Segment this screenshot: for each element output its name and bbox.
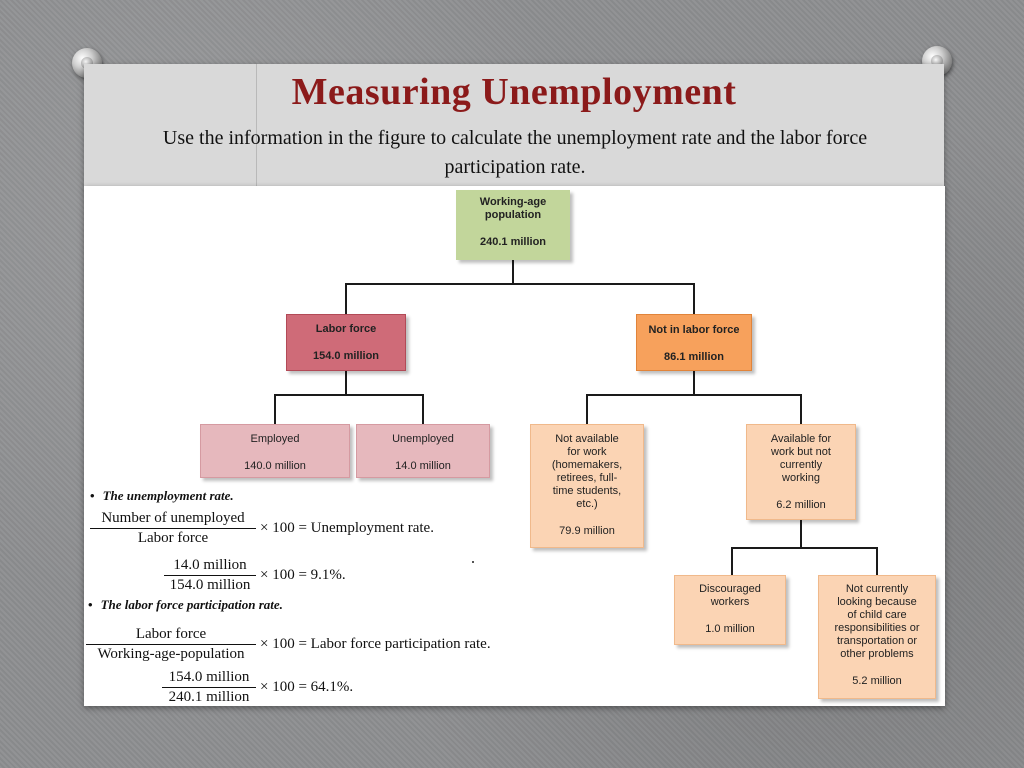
bullet-dot-icon: • (88, 597, 93, 612)
discouraged-workers-label: Discouraged workers (699, 583, 761, 608)
participation-calc-fraction (162, 669, 256, 706)
unemployment-definition-numerator: Number of unemployed (90, 510, 256, 529)
unemployed-label: Unemployed (392, 433, 454, 445)
stray-dot (472, 561, 474, 563)
discouraged-workers-box (674, 575, 786, 645)
not-currently-looking-label: Not currently looking because of child care responsibilities or transportation or other problems (834, 583, 920, 660)
not-available-for-work-value: 79.9 million (559, 525, 615, 537)
discouraged-workers-value: 1.0 million (705, 623, 755, 635)
connector-discouraged-up (731, 547, 733, 575)
participation-calc-denominator: 240.1 million (168, 689, 250, 705)
working-age-population-label: Working-age population (479, 196, 547, 221)
not-currently-looking-box (818, 575, 936, 699)
bullet-dot-icon: • (90, 488, 95, 503)
connector-labor-force-up (345, 283, 347, 315)
slide-title: Measuring Unemployment (291, 71, 737, 113)
working-age-population-box (456, 190, 570, 260)
employed-value: 140.0 million (244, 460, 306, 472)
participation-rate-heading: The labor force participation rate. (100, 597, 283, 612)
participation-definition-denominator: Working-age-population (97, 646, 245, 662)
participation-rate-bullet (88, 597, 283, 613)
unemployed-value: 14.0 million (395, 460, 451, 472)
connector-not-in-lf-up (693, 283, 695, 315)
not-available-for-work-label: Not available for work (homemakers, retirees, full- time students, etc.) (551, 433, 623, 510)
not-available-for-work-box (530, 424, 644, 548)
participation-calc-numerator: 154.0 million (162, 669, 256, 688)
unemployment-calc-rhs: × 100 = 9.1%. (260, 567, 346, 583)
labor-force-box (286, 314, 406, 371)
unemployment-calc-fraction (164, 557, 256, 594)
connector-not-available-up (586, 394, 588, 424)
connector-level3-horizontal (731, 547, 878, 549)
participation-definition-numerator: Labor force (86, 626, 256, 645)
unemployment-definition-denominator: Labor force (137, 530, 209, 546)
connector-unemployed-up (422, 394, 424, 424)
connector-level2-left-horizontal (274, 394, 424, 396)
unemployment-calc-numerator: 14.0 million (164, 557, 256, 576)
available-for-work-value: 6.2 million (776, 499, 826, 511)
employed-label: Employed (250, 433, 300, 445)
unemployment-rate-bullet (90, 488, 234, 504)
unemployment-definition-fraction (90, 510, 256, 547)
connector-available-up (800, 394, 802, 424)
participation-definition-rhs: × 100 = Labor force participation rate. (260, 636, 491, 652)
connector-level1-horizontal (345, 283, 695, 285)
connector-employed-up (274, 394, 276, 424)
participation-definition-fraction (86, 626, 256, 663)
unemployment-calc-denominator: 154.0 million (169, 577, 251, 593)
unemployed-box (356, 424, 490, 478)
connector-root-down (512, 258, 514, 284)
slide-subtitle: Use the information in the figure to calculate the unemployment rate and the labor force participation rate. (162, 127, 868, 178)
labor-force-label: Labor force (315, 323, 377, 335)
unemployment-rate-heading: The unemployment rate. (102, 488, 234, 503)
available-for-work-label: Available for work but not currently working (770, 433, 832, 484)
connector-not-looking-up (876, 547, 878, 575)
not-in-labor-force-value: 86.1 million (664, 351, 724, 363)
participation-calc-rhs: × 100 = 64.1%. (260, 679, 354, 695)
not-in-labor-force-label: Not in labor force (648, 324, 740, 336)
labor-force-value: 154.0 million (312, 350, 380, 362)
connector-labor-force-down (345, 371, 347, 395)
available-for-work-box (746, 424, 856, 520)
connector-level2-right-horizontal (586, 394, 802, 396)
not-in-labor-force-box (636, 314, 752, 371)
working-age-population-value: 240.1 million (479, 236, 547, 248)
not-currently-looking-value: 5.2 million (852, 675, 902, 687)
connector-not-in-lf-down (693, 371, 695, 395)
connector-available-down (800, 520, 802, 548)
unemployment-definition-rhs: × 100 = Unemployment rate. (260, 520, 434, 536)
employed-box (200, 424, 350, 478)
